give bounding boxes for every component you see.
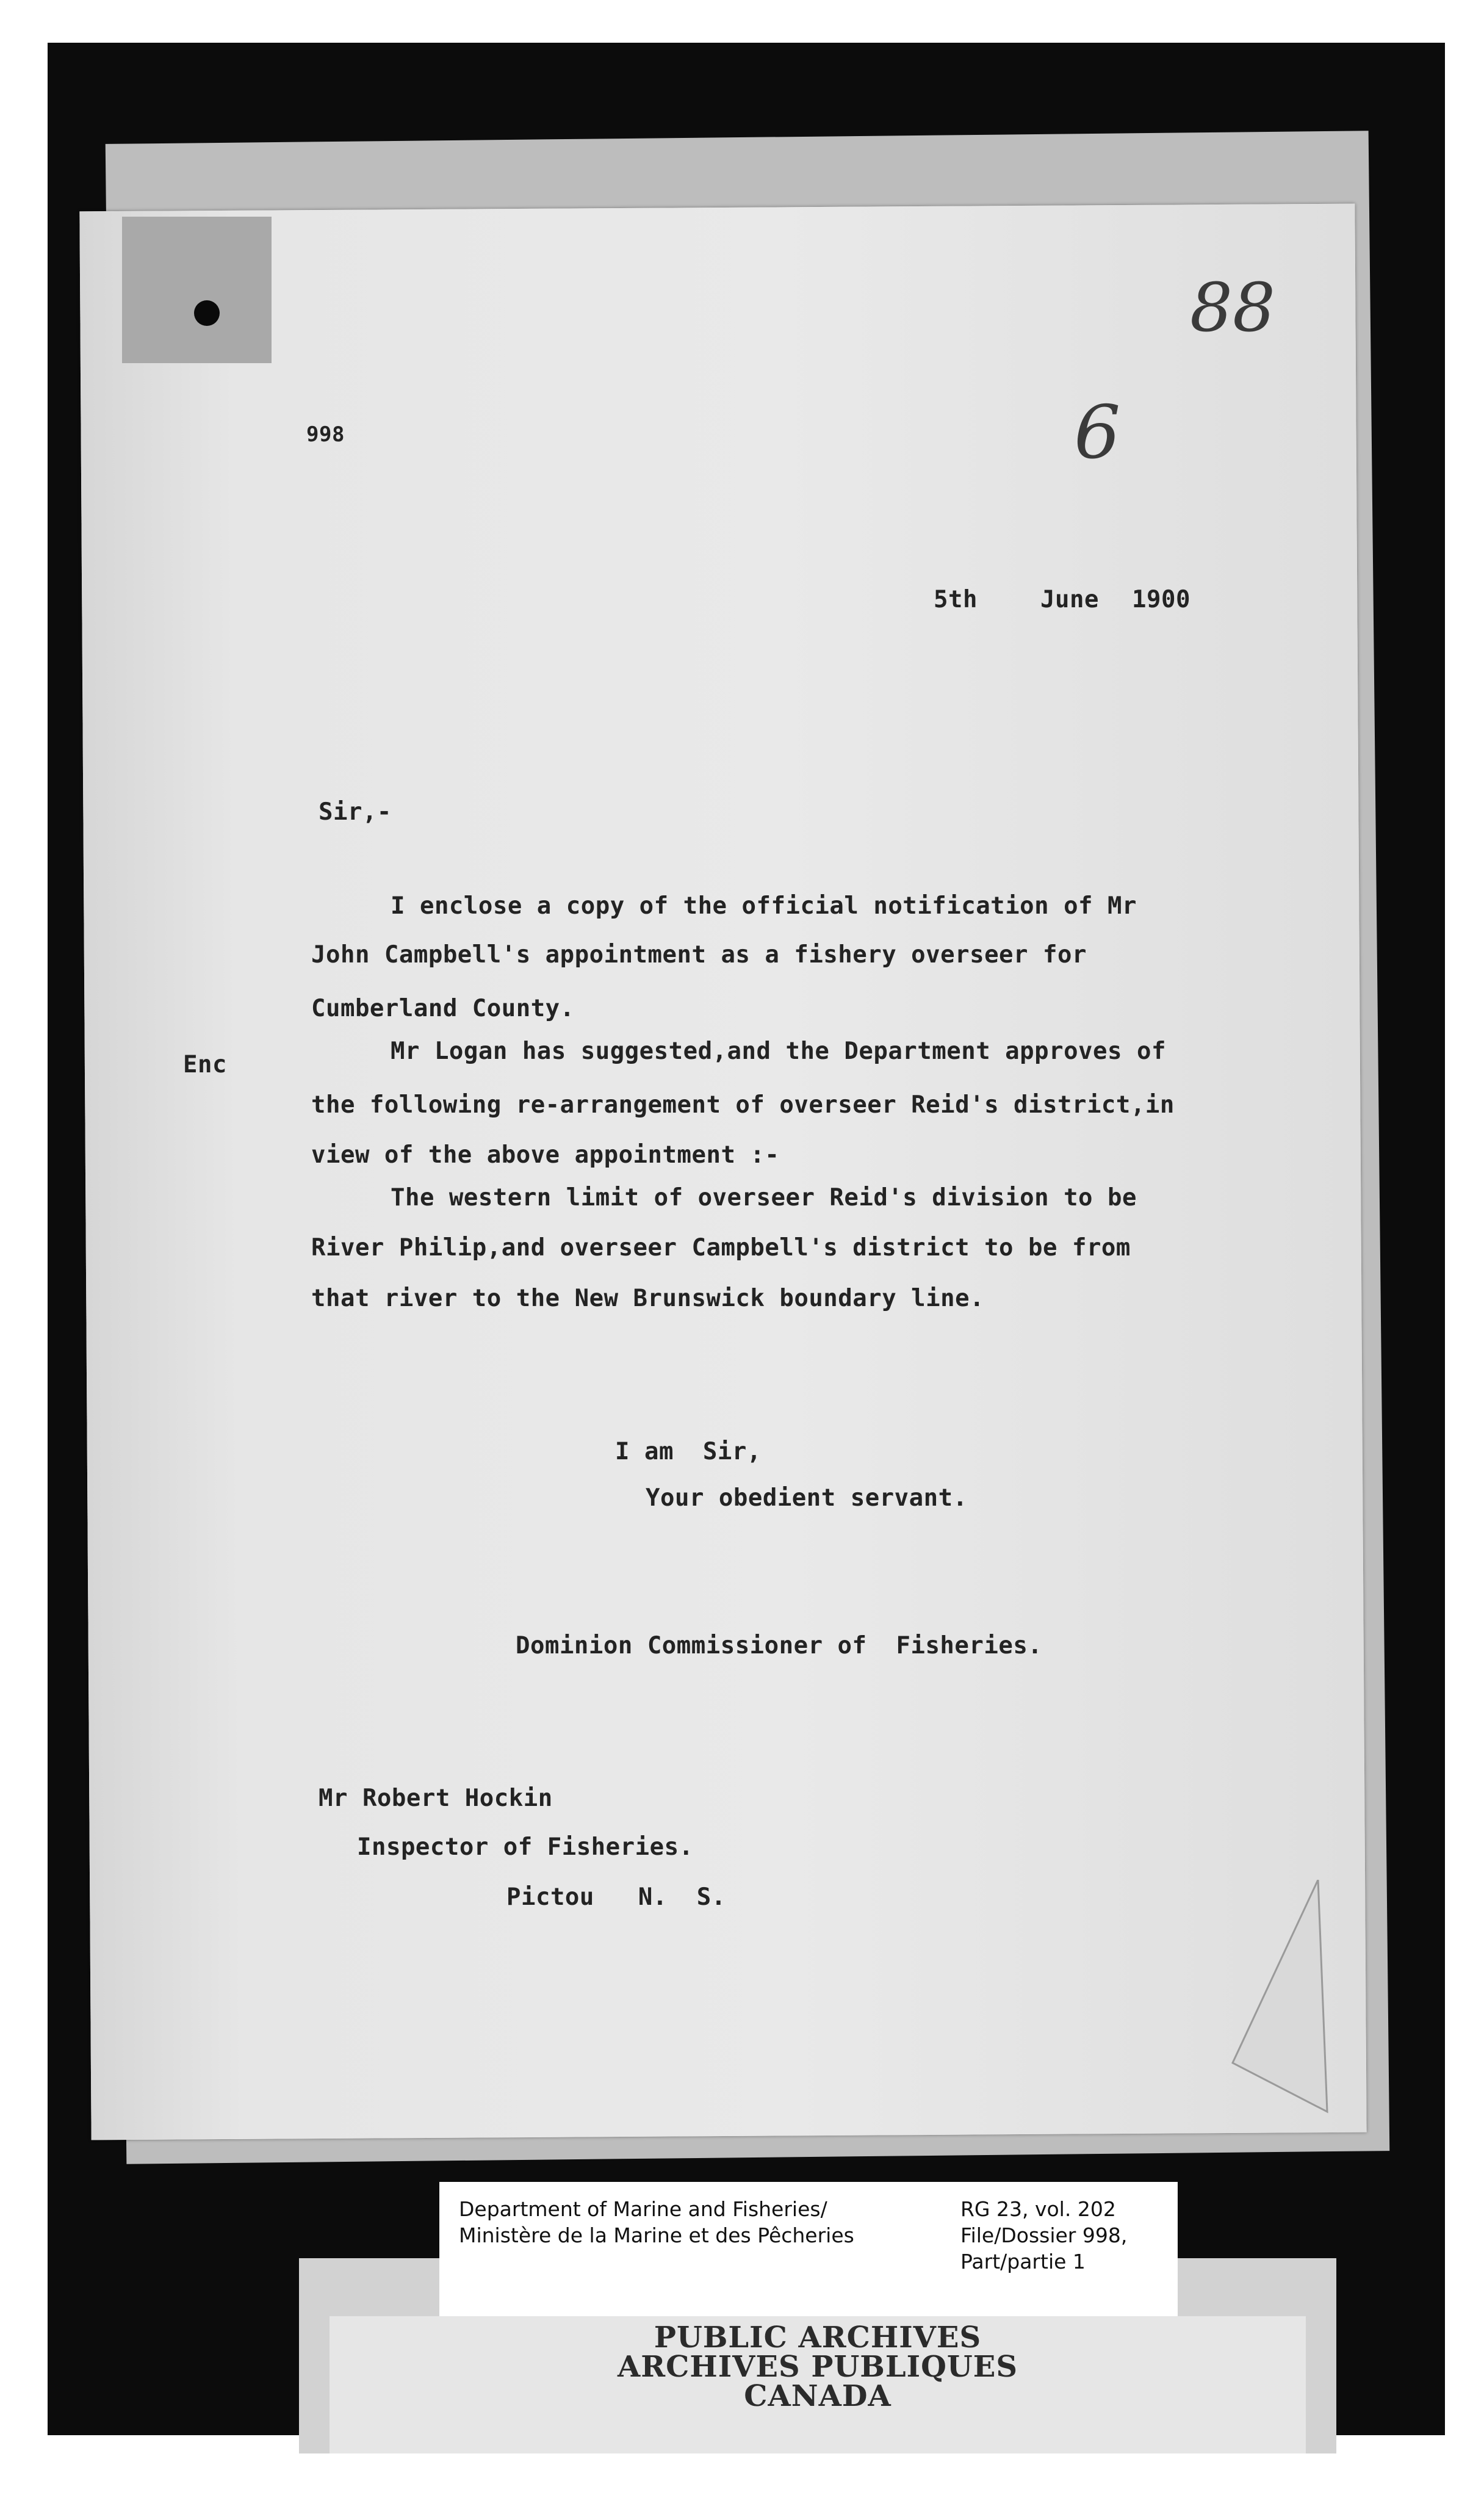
page-curl-corner	[1220, 1880, 1330, 2124]
closing-line-2: Your obedient servant.	[646, 1484, 968, 1512]
body-line-1: I enclose a copy of the official notification of Mr	[391, 892, 1137, 920]
date-year: 1900	[1132, 586, 1190, 613]
stamp-line-2: ARCHIVES PUBLIQUES	[618, 2350, 1018, 2384]
addressee-title: Inspector of Fisheries.	[357, 1833, 694, 1861]
body-line-6: view of the above appointment :-	[311, 1141, 780, 1169]
addressee-name: Mr Robert Hockin	[319, 1785, 553, 1812]
body-line-7: The western limit of overseer Reid's division to be	[391, 1184, 1137, 1211]
body-line-9: that river to the New Brunswick boundary line.	[311, 1285, 985, 1312]
stamp-line-1: PUBLIC ARCHIVES	[654, 2320, 982, 2355]
file-number: 998	[306, 422, 345, 447]
letter-page	[79, 204, 1366, 2140]
body-line-3: Cumberland County.	[311, 995, 575, 1022]
reference-line-2: File/Dossier 998,	[960, 2223, 1128, 2247]
date-month: June	[1040, 586, 1099, 613]
margin-note-enc: Enc	[183, 1051, 227, 1078]
body-line-5: the following re-arrangement of overseer Reid's district,in	[311, 1091, 1175, 1119]
handwritten-folio-number: 88	[1190, 269, 1275, 347]
date-day: 5th	[934, 586, 978, 613]
signature-title: Dominion Commissioner of Fisheries.	[516, 1632, 1043, 1659]
body-line-2: John Campbell's appointment as a fishery overseer for	[311, 941, 1087, 969]
reference-line-3: Part/partie 1	[960, 2250, 1086, 2273]
department-line-2: Ministère de la Marine et des Pêcheries	[459, 2223, 854, 2247]
reference-line-1: RG 23, vol. 202	[960, 2197, 1116, 2221]
punch-hole	[194, 300, 220, 326]
body-line-4: Mr Logan has suggested,and the Department approves of	[391, 1038, 1166, 1065]
salutation: Sir,-	[319, 798, 392, 826]
addressee-place: Pictou N. S.	[506, 1883, 726, 1911]
handwritten-mark: 6	[1074, 391, 1121, 475]
body-line-8: River Philip,and overseer Campbell's district to be from	[311, 1234, 1131, 1262]
stamp-line-3: CANADA	[744, 2379, 891, 2413]
binding-tab	[122, 217, 272, 363]
department-line-1: Department of Marine and Fisheries/	[459, 2197, 827, 2221]
closing-line-1: I am Sir,	[615, 1438, 762, 1465]
